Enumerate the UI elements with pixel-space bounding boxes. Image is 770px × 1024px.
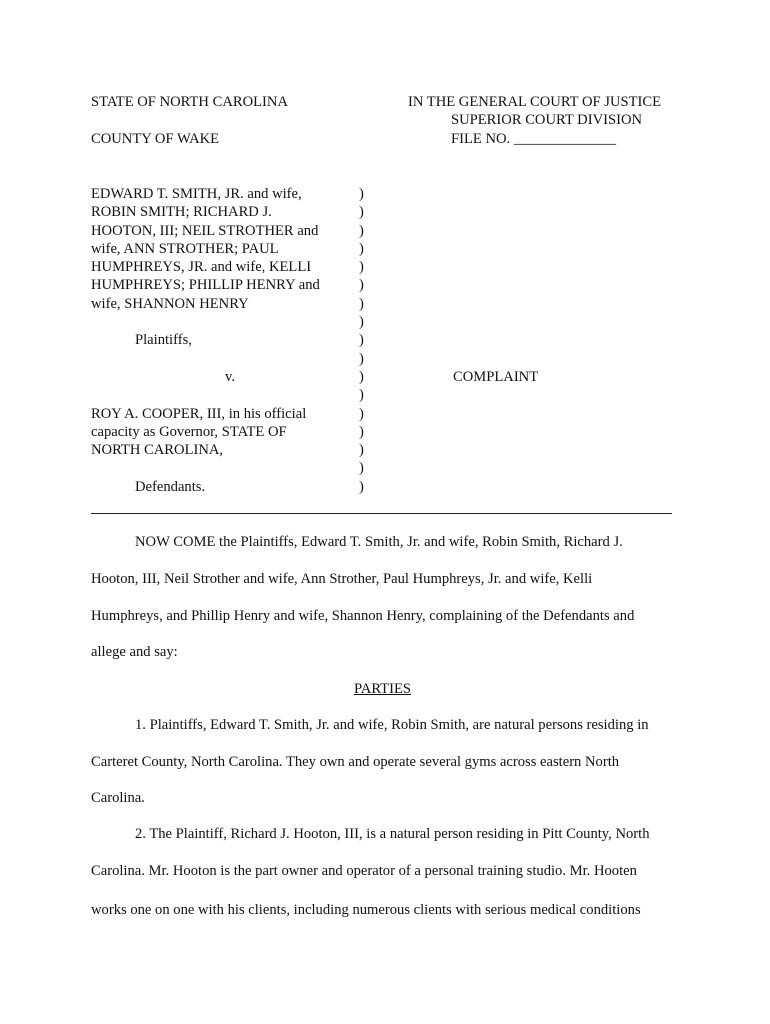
paren: ) — [359, 442, 364, 459]
paren: ) — [359, 405, 364, 422]
caption-line: wife, SHANNON HENRY — [91, 295, 249, 312]
body-line: works one on one with his clients, including numerous clients with serious medical conditions — [91, 902, 641, 918]
defendants-names — [91, 405, 351, 460]
caption-line: HUMPHREYS; PHILLIP HENRY and — [91, 277, 320, 294]
versus-label: v. — [225, 368, 235, 385]
court-heading: IN THE GENERAL COURT OF JUSTICE — [408, 94, 662, 110]
spacer — [91, 350, 351, 368]
paren: ) — [359, 186, 364, 202]
body-line: allege and say: — [91, 644, 178, 660]
county-heading: COUNTY OF WAKE — [91, 131, 220, 147]
spacer — [91, 459, 351, 477]
division-heading: SUPERIOR COURT DIVISION — [451, 112, 643, 128]
caption-line: ROBIN SMITH; RICHARD J. — [91, 204, 272, 221]
document-title: COMPLAINT — [453, 369, 539, 385]
caption-line: wife, ANN STROTHER; PAUL — [91, 240, 279, 257]
caption-parentheses — [359, 185, 364, 496]
caption-divider — [91, 513, 672, 514]
caption-line: HOOTON, III; NEIL STROTHER and — [91, 222, 319, 239]
section-heading: PARTIES — [354, 681, 411, 697]
spacer — [91, 386, 351, 404]
paren: ) — [359, 314, 364, 331]
case-caption — [91, 185, 351, 496]
body-line: Carolina. — [91, 790, 145, 806]
defendants-label: Defendants. — [135, 478, 206, 495]
body-line: 2. The Plaintiff, Richard J. Hooton, III, is a natural person residing in Pitt County, North — [135, 826, 650, 842]
body-line: 1. Plaintiffs, Edward T. Smith, Jr. and wife, Robin Smith, are natural persons residing in — [135, 717, 649, 733]
caption-line: capacity as Governor, STATE OF — [91, 423, 287, 440]
paren: ) — [359, 332, 364, 349]
paren: ) — [359, 478, 364, 495]
paren: ) — [359, 387, 364, 404]
body-line: Carteret County, North Carolina. They own and operate several gyms across eastern North — [91, 754, 620, 770]
body-line: Carolina. Mr. Hooton is the part owner and operator of a personal training studio. Mr. Hooten — [91, 863, 637, 879]
paren: ) — [359, 204, 364, 221]
paren: ) — [359, 295, 364, 312]
plaintiffs-names — [91, 185, 351, 313]
paren: ) — [359, 460, 364, 477]
paren: ) — [359, 423, 364, 440]
paren: ) — [359, 222, 364, 239]
caption-line: NORTH CAROLINA, — [91, 442, 224, 459]
body-line: NOW COME the Plaintiffs, Edward T. Smith, Jr. and wife, Robin Smith, Richard J. — [135, 534, 623, 550]
caption-line: HUMPHREYS, JR. and wife, KELLI — [91, 259, 312, 276]
plaintiffs-label: Plaintiffs, — [135, 332, 192, 349]
paren: ) — [359, 240, 364, 257]
paren: ) — [359, 368, 364, 385]
paren: ) — [359, 350, 364, 367]
caption-line: EDWARD T. SMITH, JR. and wife, — [91, 186, 302, 202]
body-line: Hooton, III, Neil Strother and wife, Ann Strother, Paul Humphreys, Jr. and wife, Kelli — [91, 571, 593, 587]
caption-line: ROY A. COOPER, III, in his official — [91, 405, 307, 422]
paren: ) — [359, 259, 364, 276]
state-heading: STATE OF NORTH CAROLINA — [91, 94, 288, 110]
paren: ) — [359, 277, 364, 294]
spacer — [91, 313, 351, 331]
file-number: FILE NO. ______________ — [451, 131, 616, 147]
body-line: Humphreys, and Phillip Henry and wife, Shannon Henry, complaining of the Defendants and — [91, 608, 635, 624]
